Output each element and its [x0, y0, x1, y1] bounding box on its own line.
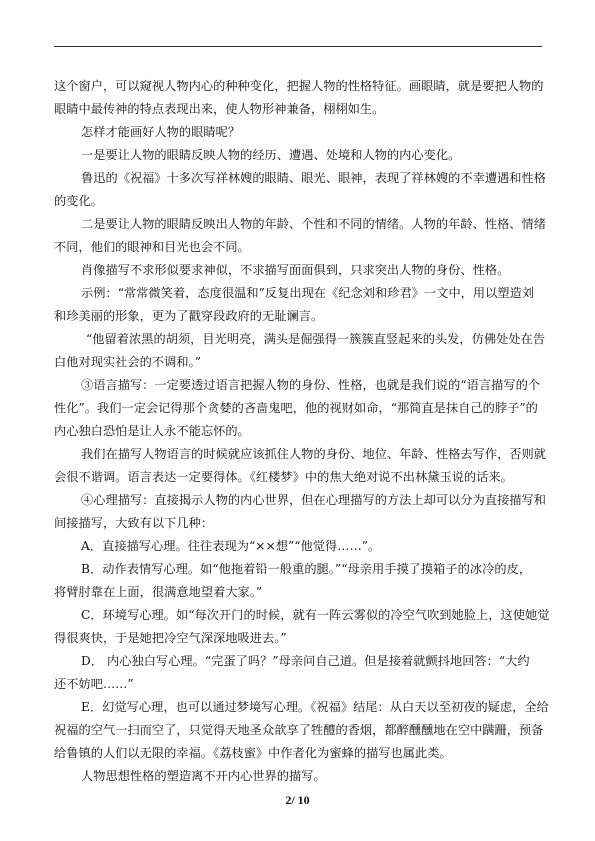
text-line: 怎样才能画好人物的眼睛呢？ [81, 125, 241, 139]
text-line: 得很爽快，于是她把冷空气深深地吸进去。” [54, 631, 287, 645]
text-line: 人物思想性格的塑造离不开内心世界的描写。 [81, 769, 326, 783]
header-rule [54, 46, 542, 47]
text-line: ③语言描写：一定要透过语言把握人物的身份、性格，也就是我们说的“语言描写的个 [81, 378, 541, 392]
text-line: 祝福的空气一扫而空了，只觉得天地圣众歆享了牲醴的香烟，都醉醺醺地在空中蹒跚，预备 [54, 723, 544, 737]
text-line: 不同，他们的眼神和目光也会不同。 [54, 240, 250, 254]
text-line: 一是要让人物的眼睛反映人物的经历、遭遇、处境和人物的内心变化。 [81, 148, 461, 162]
text-line: 示例：“常常微笑着，态度很温和”反复出现在《纪念刘和珍君》一文中，用以塑造刘 [81, 286, 535, 300]
text-line: B．动作表情写心理。如“他拖着铅一般重的腿。”“母亲用手摸了摸箱子的冰冷的皮， [81, 562, 532, 576]
text-line: 的变化。 [54, 194, 103, 208]
page-number: 2/ 10 [285, 793, 310, 807]
text-line: D． 内心独白写心理。“完蛋了吗？”母亲问自己道。但是接着就颤抖地回答：“大约 [81, 654, 530, 668]
text-line: 间接描写，大致有以下几种： [54, 516, 214, 530]
text-line: 鲁迅的《祝福》十多次写祥林嫂的眼睛、眼光、眼神，表现了祥林嫂的不幸遭遇和性格 [81, 171, 547, 185]
text-line: 我们在描写人物语言的时候就应该抓住人物的身份、地位、年龄、性格去写作，否则就 [81, 447, 547, 461]
text-line: 二是要让人物的眼睛反映出人物的年龄、个性和不同的情绪。人物的年龄、性格、情绪 [81, 217, 547, 231]
text-line: A．直接描写心理。往往表现为“××想”“他觉得……”。 [81, 539, 381, 553]
text-line: 内心独白恐怕是让人永不能忘怀的。 [54, 424, 250, 438]
text-line: 性化”。我们一定会记得那个贪婪的吝啬鬼吧，他的视财如命，“那简直是抹自己的脖子”的 [54, 401, 538, 415]
text-line: “他留着浓黑的胡须，目光明亮，满头是倔强得一簇簇直竖起来的头发，仿佛处处在告 [86, 332, 546, 346]
text-line: E．幻觉写心理，也可以通过梦境写心理。《祝福》结尾：从白天以至初夜的疑虑，全给 [81, 700, 549, 714]
text-line: 这个窗户，可以窥视人物内心的种种变化，把握人物的性格特征。画眼睛，就是要把人物的 [54, 79, 544, 93]
text-line: 眼睛中最传神的特点表现出来，使人物形神兼备，栩栩如生。 [54, 102, 385, 116]
text-line: 和珍美丽的形象，更为了戳穿段政府的无耻谰言。 [54, 309, 324, 323]
text-line: 肖像描写不求形似要求神似，不求描写面面俱到，只求突出人物的身份、性格。 [81, 263, 510, 277]
text-line: 给鲁镇的人们以无限的幸福。《荔枝蜜》中作者化为蜜蜂的描写也属此类。 [54, 746, 452, 760]
text-line: 将臂肘靠在上面，很满意地望着大家。” [54, 585, 263, 599]
text-line: ④心理描写：直接揭示人物的内心世界，但在心理描写的方法上却可以分为直接描写和 [81, 493, 547, 507]
text-line: C．环境写心理。如“每次开门的时候，就有一阵云雾似的冷空气吹到她脸上，这使她觉 [81, 608, 550, 622]
text-line: 白他对现实社会的不调和。” [54, 355, 202, 369]
text-line: 会很不谐调。语言表达一定要得体。《红楼梦》中的焦大绝对说不出林黛玉说的话来。 [54, 470, 513, 484]
text-line: 还不妨吧……” [54, 677, 134, 691]
